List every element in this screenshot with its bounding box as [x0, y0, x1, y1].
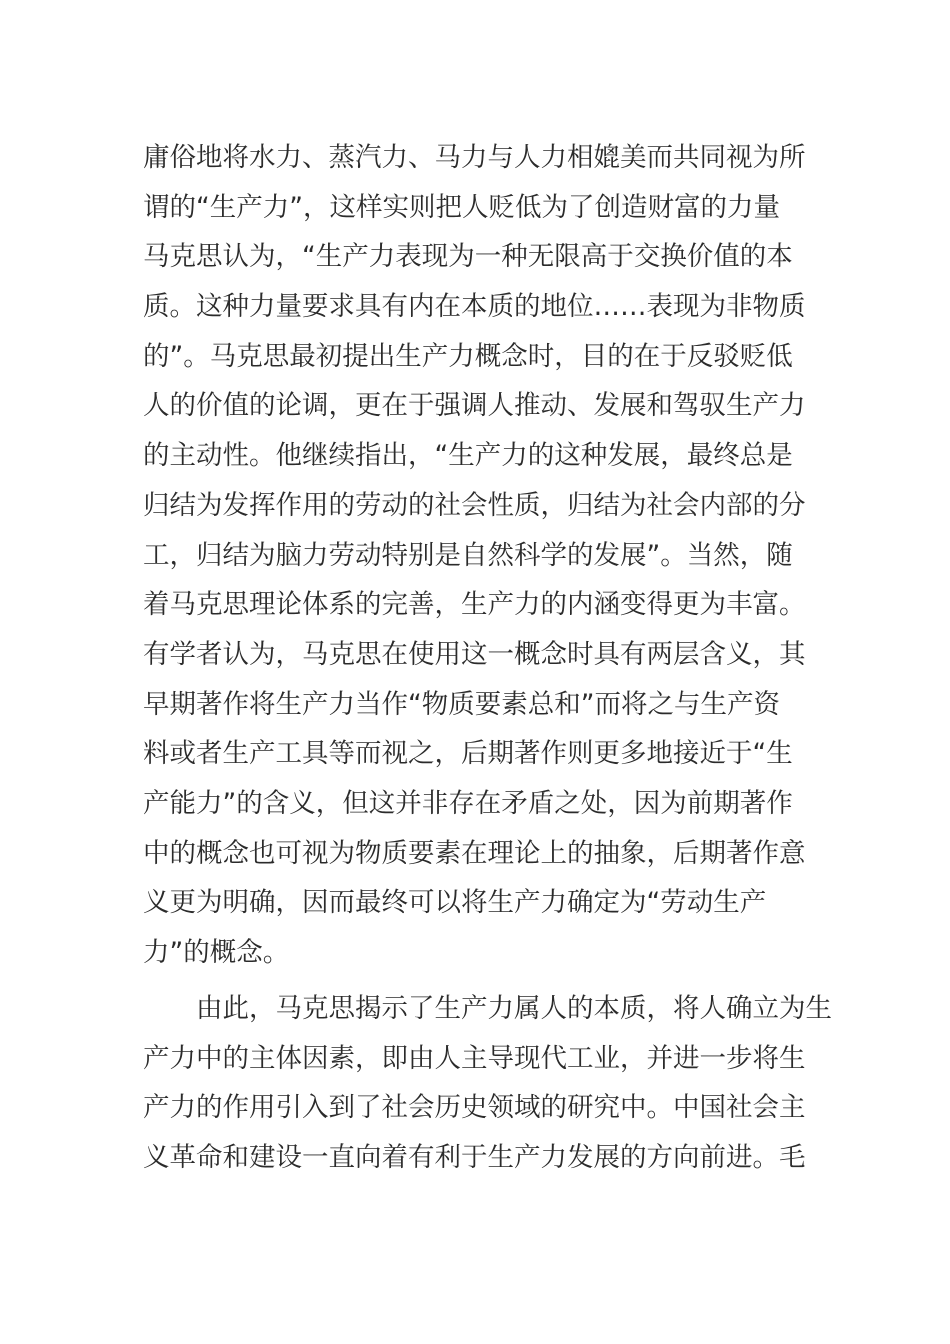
text-line: 力”的概念。 — [143, 937, 290, 968]
text-line: 质。这种力量要求具有内在本质的地位……表现为非物质 — [143, 291, 806, 323]
text-line: 由此，马克思揭示了生产力属人的本质，将人确立为生 — [143, 993, 832, 1024]
text-line: 产力的作用引入到了社会历史领域的研究中。中国社会主 — [143, 1092, 806, 1124]
text-line: 工，归结为脑力劳动特别是自然科学的发展”。当然，随 — [143, 539, 793, 571]
text-line: 的”。马克思最初提出生产力概念时，目的在于反驳贬低 — [143, 340, 793, 372]
text-line: 产力中的主体因素，即由人主导现代工业，并进一步将生 — [143, 1042, 806, 1074]
text-line: 庸俗地将水力、蒸汽力、马力与人力相媲美而共同视为所 — [143, 142, 806, 173]
text-line: 早期著作将生产力当作“物质要素总和”而将之与生产资 — [143, 688, 780, 720]
text-line: 谓的“生产力”，这样实则把人贬低为了创造财富的力量 — [143, 191, 780, 223]
text-line: 人的价值的论调，更在于强调人推动、发展和驾驭生产力 — [143, 390, 806, 422]
text-line: 义革命和建设一直向着有利于生产力发展的方向前进。毛 — [143, 1142, 806, 1174]
text-line: 马克思认为，“生产力表现为一种无限高于交换价值的本 — [143, 241, 793, 273]
text-line: 料或者生产工具等而视之，后期著作则更多地接近于“生 — [143, 738, 793, 770]
text-line: 中的概念也可视为物质要素在理论上的抽象，后期著作意 — [143, 837, 806, 869]
text-line: 着马克思理论体系的完善，生产力的内涵变得更为丰富。 — [143, 589, 806, 621]
text-line: 义更为明确，因而最终可以将生产力确定为“劳动生产 — [143, 887, 767, 919]
paragraph-2 — [143, 984, 832, 1183]
text-line: 有学者认为，马克思在使用这一概念时具有两层含义，其 — [143, 638, 806, 670]
paragraph-1 — [143, 133, 808, 978]
text-line: 的主动性。他继续指出，“生产力的这种发展，最终总是 — [143, 440, 793, 472]
text-line: 产能力”的含义，但这并非存在矛盾之处，因为前期著作 — [143, 787, 793, 819]
text-line: 归结为发挥作用的劳动的社会性质，归结为社会内部的分 — [143, 489, 806, 521]
